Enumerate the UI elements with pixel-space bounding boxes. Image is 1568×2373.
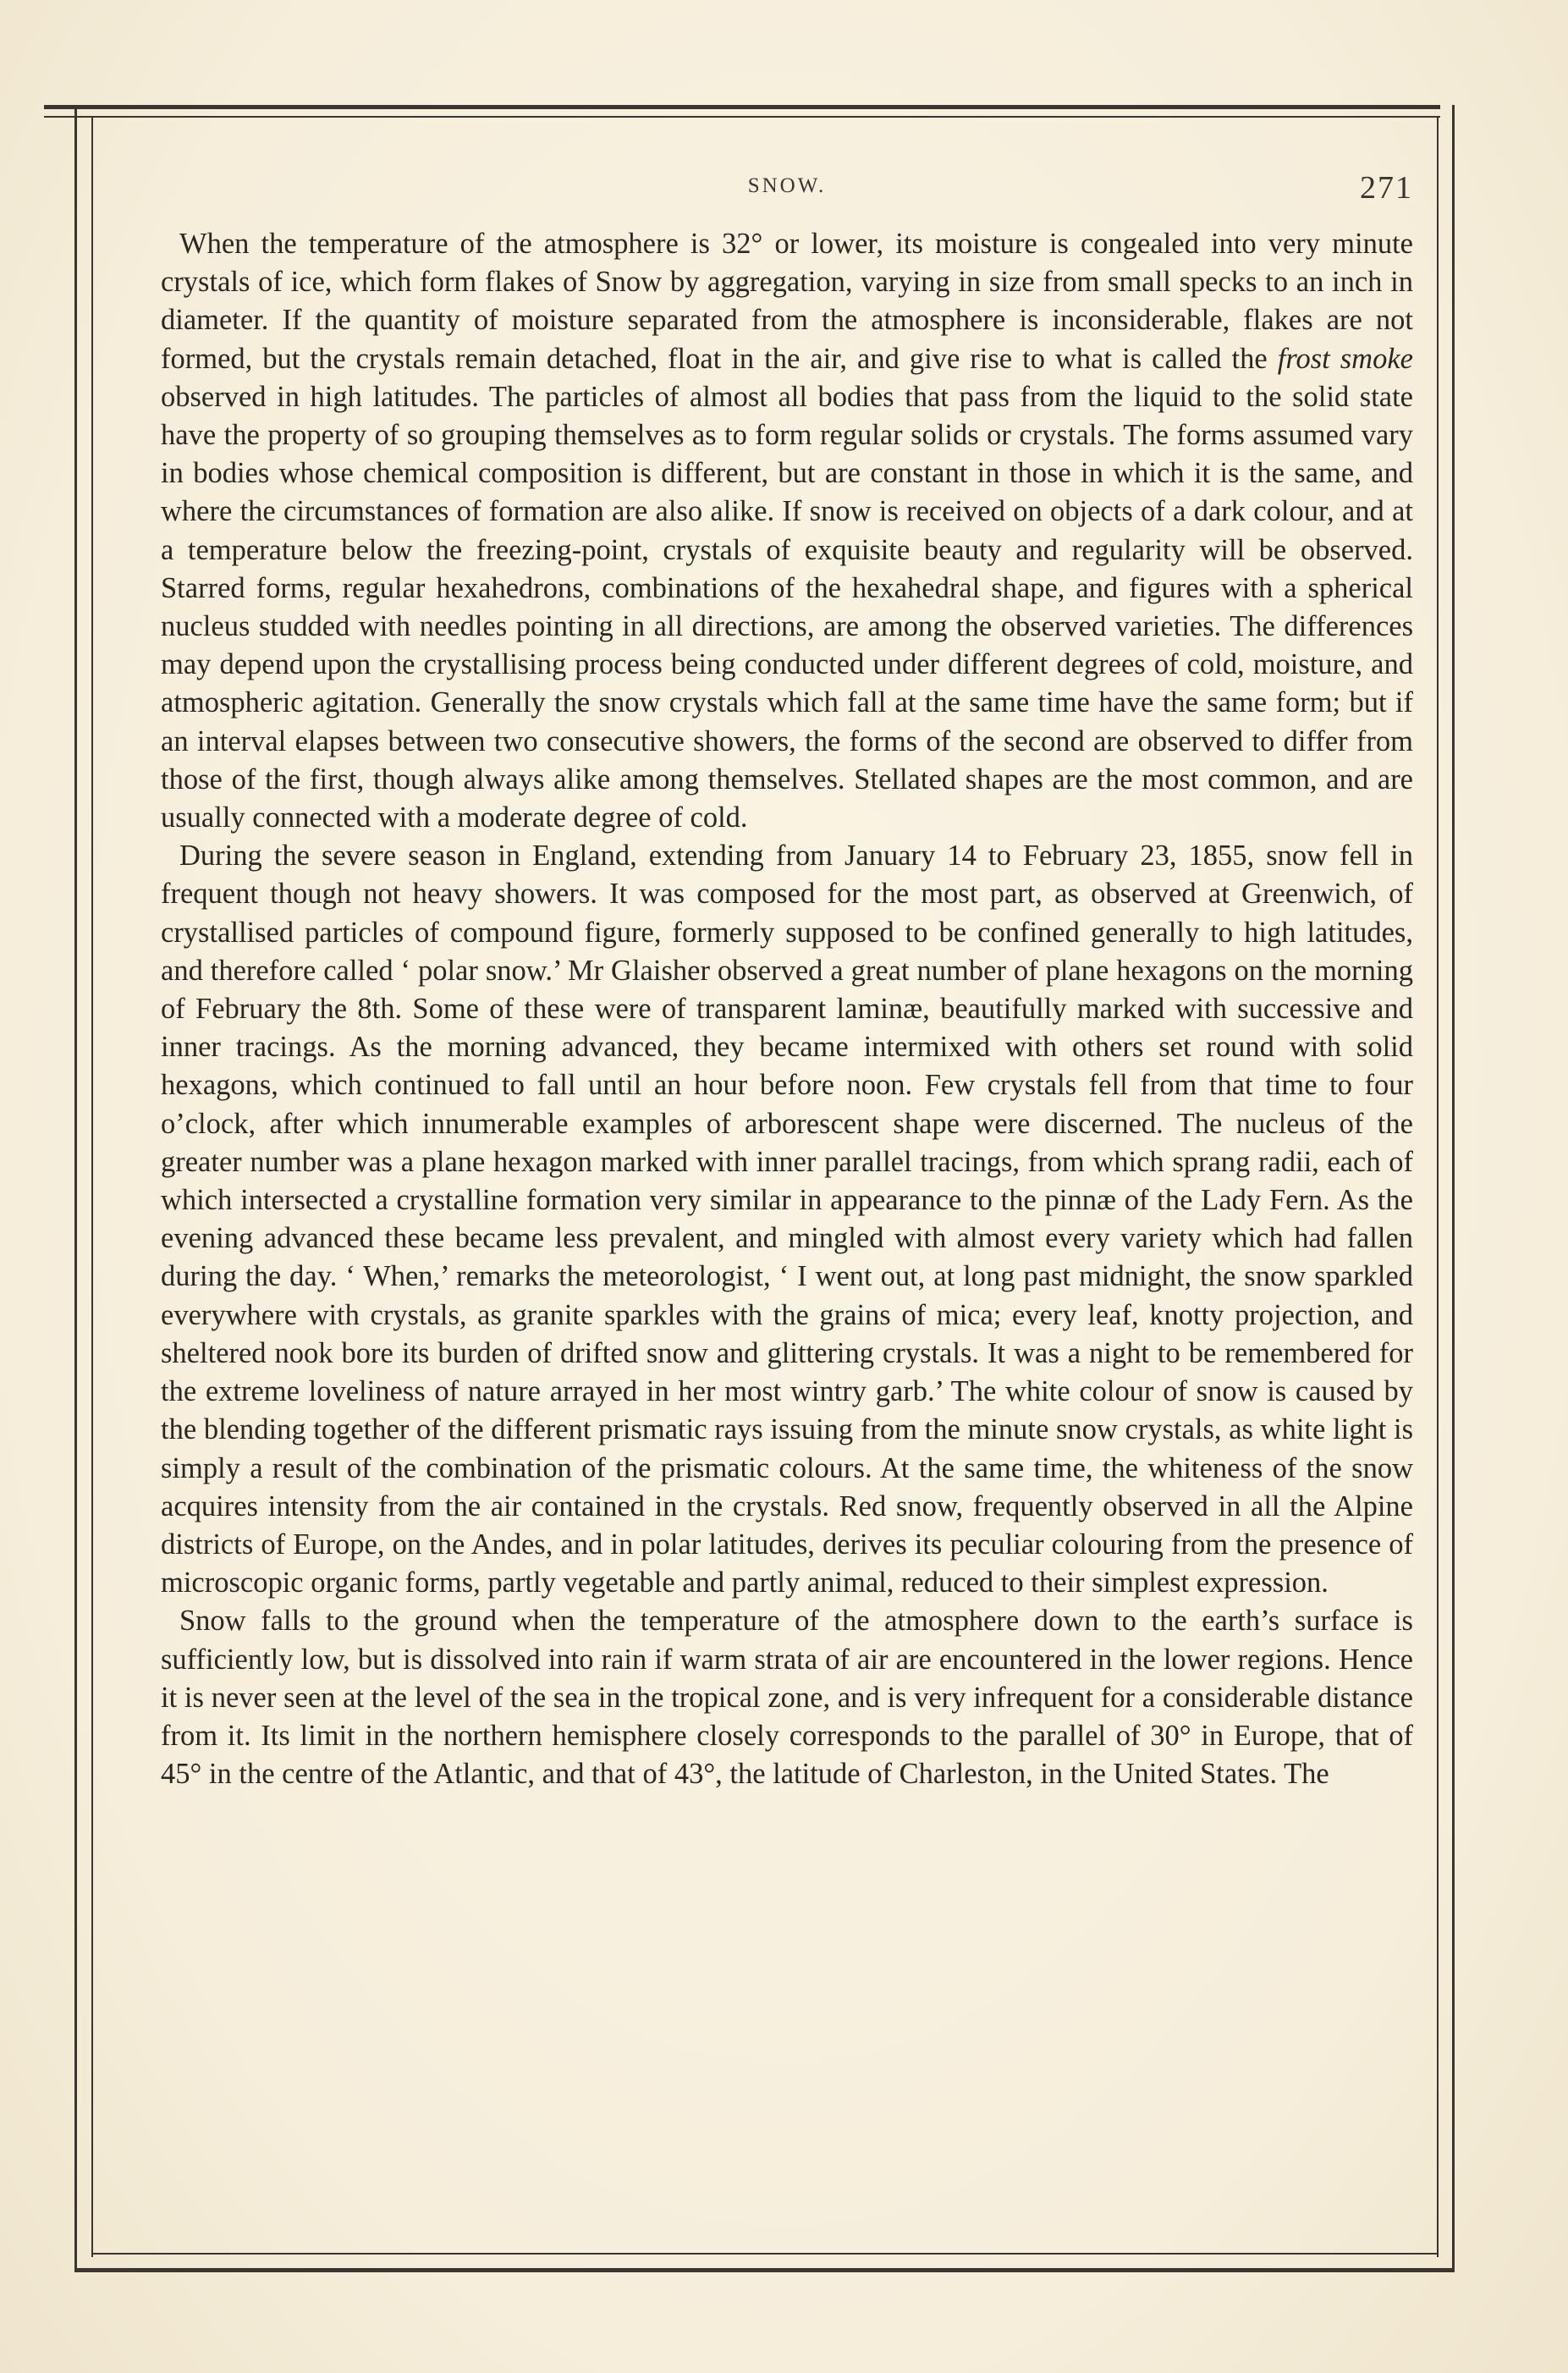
left-border-inner [91,116,93,2257]
page-number: 271 [1360,170,1413,206]
top-border-thick [44,105,1440,109]
paragraph-1-text-a: When the temperature of the atmosphere is 32° or lower, its moisture is congealed into very minute crystals of ice, which form flakes of Snow by aggregation, varying in size from small specks to an inch in diameter. If the quantity of moisture separated from the atmosphere is inconsiderable, flakes are not formed, but the crystals remain detached, float in the air, and give rise to what is called the [161,228,1413,375]
paragraph-3: Snow falls to the ground when the temperature of the atmosphere down to the earth’s surface is sufficiently low, but is dissolved into rain if warm strata of air are encountered in the lower regions. Hence it is never seen at the level of the sea in the tropical zone, and is very infrequent for a considerable distance from it. Its limit in the northern hemisphere closely corresponds to the parallel of 30° in Europe, that of 45° in the centre of the Atlantic, and that of 43°, the latitude of Charleston, in the United States. The [161,1605,1413,1791]
right-border-outer [1452,105,1455,2271]
left-border-outer [74,105,77,2271]
emphasis-frost-smoke: frost smoke [1277,342,1413,375]
page-header [161,169,1413,212]
right-border-inner [1437,116,1439,2257]
bottom-border-thick [74,2268,1455,2272]
running-head: SNOW. [747,174,827,197]
body-text [161,225,1413,1793]
bottom-border-thin [91,2253,1439,2255]
paragraph-2: During the severe season in England, extending from January 14 to February 23, 1855, snow fell in frequent though not heavy showers. It was composed for the most part, as observed at Greenwich, of crystallised particles of compound figure, formerly supposed to be confined generally to high latitudes, and therefore called ‘ polar snow.’ Mr Glaisher observed a great number of plane hexagons on the morning of February the 8th. Some of these were of transparent laminæ, beautifully marked with successive and inner tracings. As the morning advanced, they became intermixed with others set round with solid hexagons, which continued to fall until an hour before noon. Few crystals fell from that time to four o’clock, after which innumerable examples of arborescent shape were discerned. The nucleus of the greater number was a plane hexagon marked with inner parallel tracings, from which sprang radii, each of which intersected a crystalline formation very similar in appearance to the pinnæ of the Lady Fern. As the evening advanced these became less prevalent, and mingled with almost every variety which had fallen during the day. ‘ When,’ remarks the meteorologist, ‘ I went out, at long past midnight, the snow sparkled everywhere with crystals, as granite sparkles with the grains of mica; every leaf, knotty projection, and sheltered nook bore its burden of drifted snow and glittering crystals. It was a night to be remembered for the extreme loveliness of nature arrayed in her most wintry garb.’ The white colour of snow is caused by the blending together of the different prismatic rays issuing from the minute snow crystals, as white light is simply a result of the combination of the prismatic colours. At the same time, the whiteness of the snow acquires intensity from the air contained in the crystals. Red snow, frequently observed in all the Alpine districts of Europe, on the Andes, and in polar latitudes, derives its peculiar colouring from the presence of microscopic organic forms, partly vegetable and partly animal, reduced to their simplest expression. [161,840,1413,1599]
paragraph-1-text-b: observed in high latitudes. The particles of almost all bodies that pass from the liquid to the solid state have the property of so grouping themselves as to form regular solids or crystals. The forms assumed vary in bodies whose chemical composition is different, but are constant in those in which it is the same, and where the circumstances of formation are also alike. If snow is received on objects of a dark colour, and at a temperature below the freezing-point, crystals of exquisite beauty and regularity will be observed. Starred forms, regular hexahedrons, combinations of the hexahedral shape, and figures with a spherical nucleus studded with needles pointing in all directions, are among the observed varieties. The differences may depend upon the crystallising process being conducted under different degrees of cold, moisture, and atmospheric agitation. Generally the snow crystals which fall at the same time have the same form; but if an interval elapses between two consecutive showers, the forms of the second are observed to differ from those of the first, though always alike among themselves. Stellated shapes are the most common, and are usually connected with a moderate degree of cold. [161,380,1413,834]
paragraph-1 [161,225,1413,837]
top-border-thin [44,116,1440,118]
